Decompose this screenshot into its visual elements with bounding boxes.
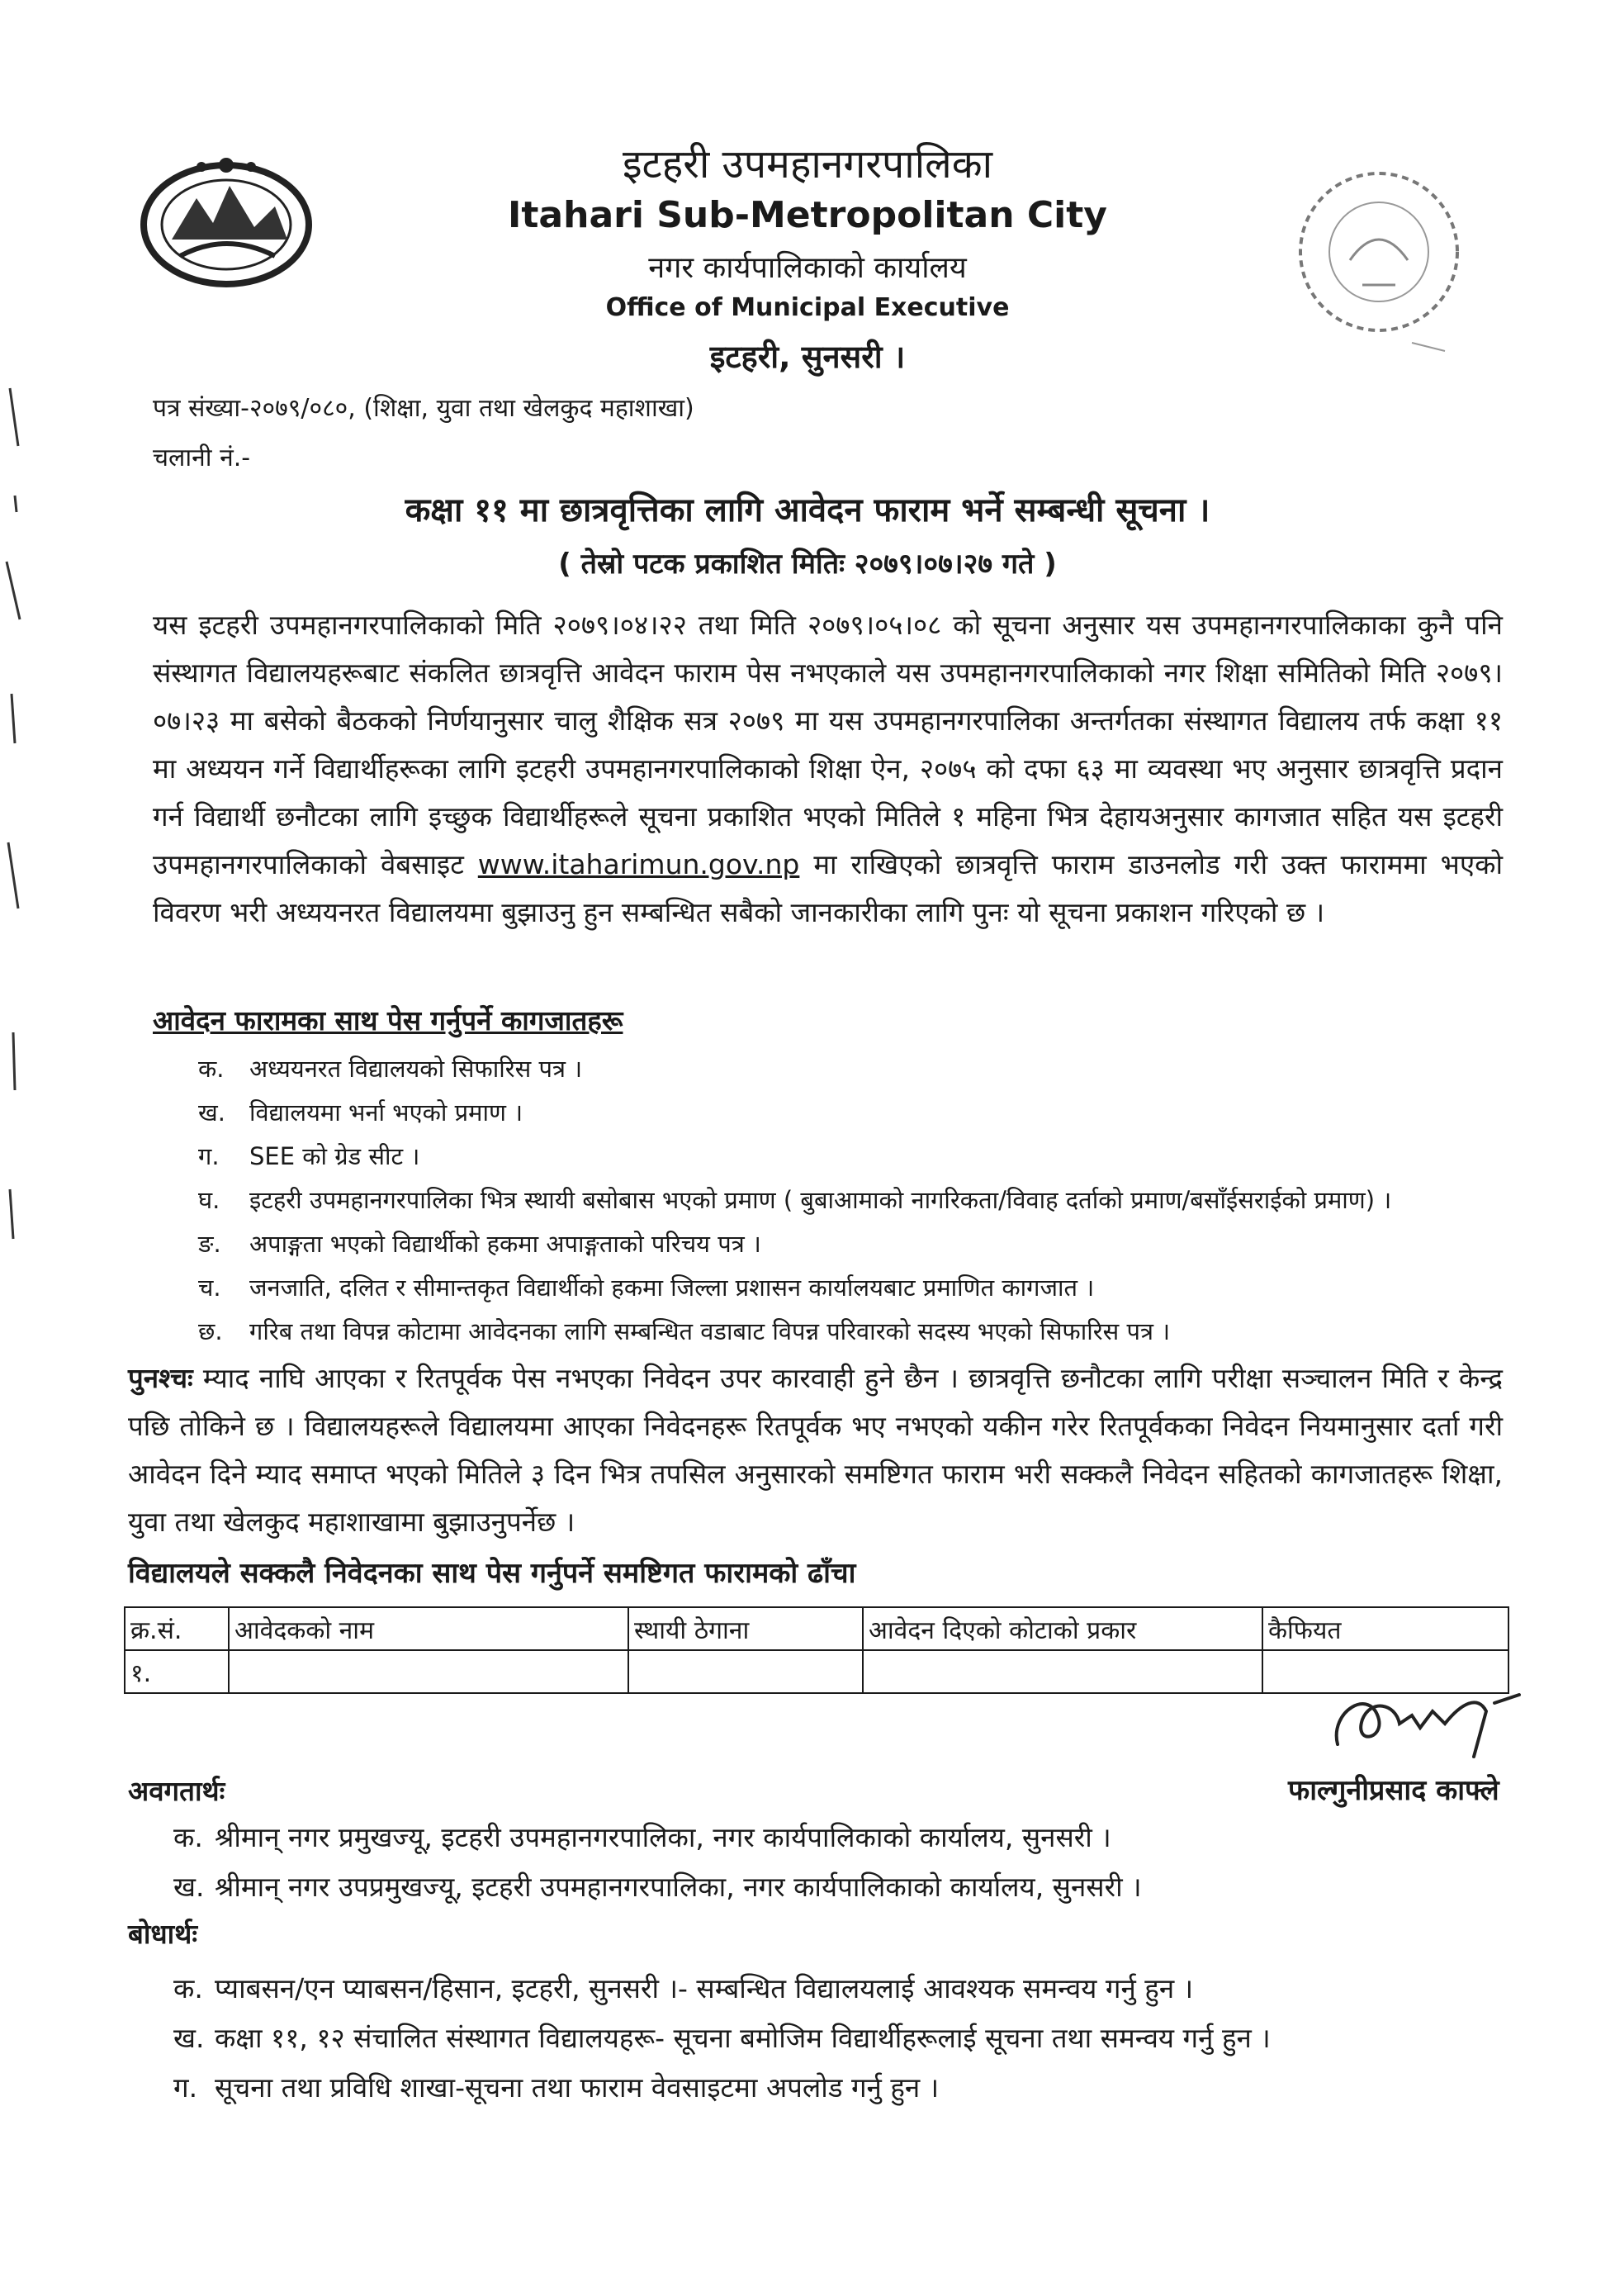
- documents-list: [198, 1047, 1519, 1354]
- list-item: [198, 1135, 1519, 1179]
- list-item: [173, 1964, 1536, 2014]
- list-item: [173, 1862, 1536, 1912]
- website-link[interactable]: www.itaharimun.gov.np: [477, 848, 800, 880]
- table-header: कैफियत: [1262, 1607, 1508, 1650]
- list-marker: ख.: [173, 2022, 205, 2054]
- list-item-text: जनजाति, दलित र सीमान्तकृत विद्यार्थीको हकमा जिल्ला प्रशासन कार्यालयबाट प्रमाणित कागजात ।: [249, 1274, 1095, 1302]
- list-marker: घ.: [198, 1186, 220, 1214]
- notice-body-part2: मा राखिएको छात्रवृत्ति फाराम डाउनलोड गरी उक्त फाराममा भएको विवरण भरी अध्ययनरत विद्यालयमा बुझाउनु हुन सम्बन्धित सबैको जानकारीका लागि पुनः यो सूचना प्रकाशन गरिएको छ ।: [153, 848, 1503, 928]
- table-header: स्थायी ठेगाना: [628, 1607, 863, 1650]
- list-item-text: अपाङ्गता भएको विद्यार्थीको हकमा अपाङ्गताको परिचय पत्र ।: [249, 1230, 761, 1258]
- form-table: [124, 1606, 1509, 1694]
- postscript-text: म्याद नाघि आएका र रितपूर्वक पेस नभएका निवेदन उपर कारवाही हुने छैन । छात्रवृत्ति छनौटका लागि परीक्षा सञ्चालन मिति र केन्द्र पछि तोकिने छ । विद्यालयहरूले विद्यालयमा आएका निवेदनहरू रितपूर्वक भए नभएको यकीन गरेर रितपूर्वकका निवेदन नियमानुसार दर्ता गरी आवेदन दिने म्याद समाप्त भएको मितिले ३ दिन भित्र तपसिल अनुसारको समष्टिगत फाराम भरी सक्कलै निवेदन सहितको कागजातहरू शिक्षा, युवा तथा खेलकुद महाशाखामा बुझाउनुपर्नेछ ।: [128, 1362, 1503, 1538]
- list-item-text: विद्यालयमा भर्ना भएको प्रमाण ।: [249, 1098, 523, 1127]
- table-header: आवेदन दिएको कोटाको प्रकार: [863, 1607, 1262, 1650]
- postscript-label: पुनश्चः: [128, 1362, 193, 1394]
- list-item-text: श्रीमान् नगर प्रमुखज्यू, इटहरी उपमहानगरपालिका, नगर कार्यपालिकाको कार्यालय, सुनसरी ।: [215, 1821, 1111, 1853]
- table-cell: [229, 1650, 628, 1693]
- list-marker: ख.: [198, 1098, 225, 1127]
- postscript-note: [128, 1354, 1503, 1546]
- list-item: [173, 1813, 1536, 1862]
- list-item-text: प्याबसन/एन प्याबसन/हिसान, इटहरी, सुनसरी ।- सम्बन्धित विद्यालयलाई आवश्यक समन्वय गर्नु हुन ।: [215, 1972, 1194, 2004]
- handwritten-signature: [1321, 1678, 1544, 1761]
- letter-number: पत्र संख्या-२०७९/०८०, (शिक्षा, युवा तथा खेलकुद महाशाखा): [153, 394, 694, 423]
- cc-info-list: [173, 1813, 1536, 1912]
- list-marker: ग.: [173, 2071, 198, 2104]
- table-cell: [863, 1650, 1262, 1693]
- cc-action-heading: बोधार्थः: [128, 1918, 197, 1950]
- list-marker: च.: [198, 1274, 221, 1302]
- list-marker: ङ.: [198, 1230, 221, 1258]
- form-table-heading: विद्यालयले सक्कलै निवेदनका साथ पेस गर्नुपर्ने समष्टिगत फारामको ढाँचा: [128, 1557, 856, 1590]
- cc-action-list: [173, 1964, 1536, 2113]
- table-cell: [628, 1650, 863, 1693]
- list-item: [198, 1091, 1519, 1135]
- table-header: क्र.सं.: [125, 1607, 229, 1650]
- list-item: [198, 1179, 1519, 1222]
- list-marker: छ.: [198, 1317, 223, 1345]
- list-marker: क.: [173, 1821, 203, 1853]
- table-cell: १.: [125, 1650, 229, 1693]
- office-name-nepali: इटहरी उपमहानगरपालिका: [622, 141, 993, 187]
- list-item-text: श्रीमान् नगर उपप्रमुखज्यू, इटहरी उपमहानगरपालिका, नगर कार्यपालिकाको कार्यालय, सुनसरी ।: [215, 1871, 1142, 1903]
- table-header: आवेदकको नाम: [229, 1607, 628, 1650]
- list-item-text: SEE को ग्रेड सीट ।: [249, 1142, 420, 1170]
- list-marker: क.: [173, 1972, 203, 2004]
- list-item: [173, 2063, 1536, 2113]
- list-item-text: सूचना तथा प्रविधि शाखा-सूचना तथा फाराम वेवसाइटमा अपलोड गर्नु हुन ।: [215, 2071, 940, 2104]
- list-item-text: इटहरी उपमहानगरपालिका भित्र स्थायी बसोबास भएको प्रमाण ( बुबाआमाको नागरिकता/विवाह दर्ताको प्रमाण/बसाँईसराईको प्रमाण) ।: [249, 1186, 1392, 1214]
- list-item: [198, 1047, 1519, 1091]
- dispatch-number: चलानी नं.-: [153, 444, 251, 472]
- publication-date: ( तेस्रो पटक प्रकाशित मितिः २०७९।०७।२७ गते ): [558, 548, 1057, 581]
- list-item-text: गरिब तथा विपन्न कोटामा आवेदनका लागि सम्बन्धित वडाबाट विपन्न परिवारको सदस्य भएको सिफारिस पत्र ।: [249, 1317, 1171, 1345]
- cc-info-heading: अवगतार्थः: [128, 1775, 225, 1807]
- list-item-text: कक्षा ११, १२ संचालित संस्थागत विद्यालयहरू- सूचना बमोजिम विद्यार्थीहरूलाई सूचना तथा समन्वय गर्नु हुन ।: [215, 2022, 1271, 2054]
- list-item: [173, 2014, 1536, 2063]
- notice-body-part1: यस इटहरी उपमहानगरपालिकाको मिति २०७९।०४।२२ तथा मिति २०७९।०५।०८ को सूचना अनुसार यस उपमहानगरपालिकाका कुनै पनि संस्थागत विद्यालयहरूबाट संकलित छात्रवृत्ति आवेदन फाराम पेस नभएकाले यस उपमहानगरपालिकाको नगर शिक्षा समितिको मिति २०७९।०७।२३ मा बसेको बैठकको निर्णयानुसार चालु शैक्षिक सत्र २०७९ मा यस उपमहानगरपालिका अन्तर्गतका संस्थागत विद्यालय तर्फ कक्षा ११ मा अध्ययन गर्ने विद्यार्थीहरूका लागि इटहरी उपमहानगरपालिकाको शिक्षा ऐन, २०७५ को दफा ६३ मा व्यवस्था भए अनुसार छात्रवृत्ति प्रदान गर्न विद्यार्थी छनौटका लागि इच्छुक विद्यार्थीहरूले सूचना प्रकाशित भएको मितिले १ महिना भित्र देहायअनुसार कागजात सहित यस इटहरी उपमहानगरपालिकाको वेबसाइट: [153, 609, 1503, 880]
- signatory-name: फाल्गुनीप्रसाद काफ्ले: [1288, 1774, 1499, 1807]
- executive-office-english: Office of Municipal Executive: [605, 293, 1010, 322]
- list-item-text: अध्ययनरत विद्यालयको सिफारिस पत्र ।: [249, 1055, 583, 1083]
- list-marker: ख.: [173, 1871, 205, 1903]
- list-item: [198, 1266, 1519, 1310]
- list-item: [198, 1222, 1519, 1266]
- table-header-row: [125, 1607, 1508, 1650]
- office-name-english: Itahari Sub-Metropolitan City: [508, 194, 1107, 236]
- list-item: [198, 1310, 1519, 1354]
- notice-body: [153, 601, 1503, 937]
- list-marker: क.: [198, 1055, 225, 1083]
- notice-title: कक्षा ११ मा छात्रवृत्तिका लागि आवेदन फाराम भर्ने सम्बन्धी सूचना ।: [405, 491, 1210, 529]
- office-address: इटहरी, सुनसरी ।: [709, 339, 906, 375]
- list-marker: ग.: [198, 1142, 220, 1170]
- table-row: [125, 1650, 1508, 1693]
- documents-heading: आवेदन फारामका साथ पेस गर्नुपर्ने कागजातहरू: [153, 1004, 623, 1037]
- executive-office-nepali: नगर कार्यपालिकाको कार्यालय: [648, 251, 967, 285]
